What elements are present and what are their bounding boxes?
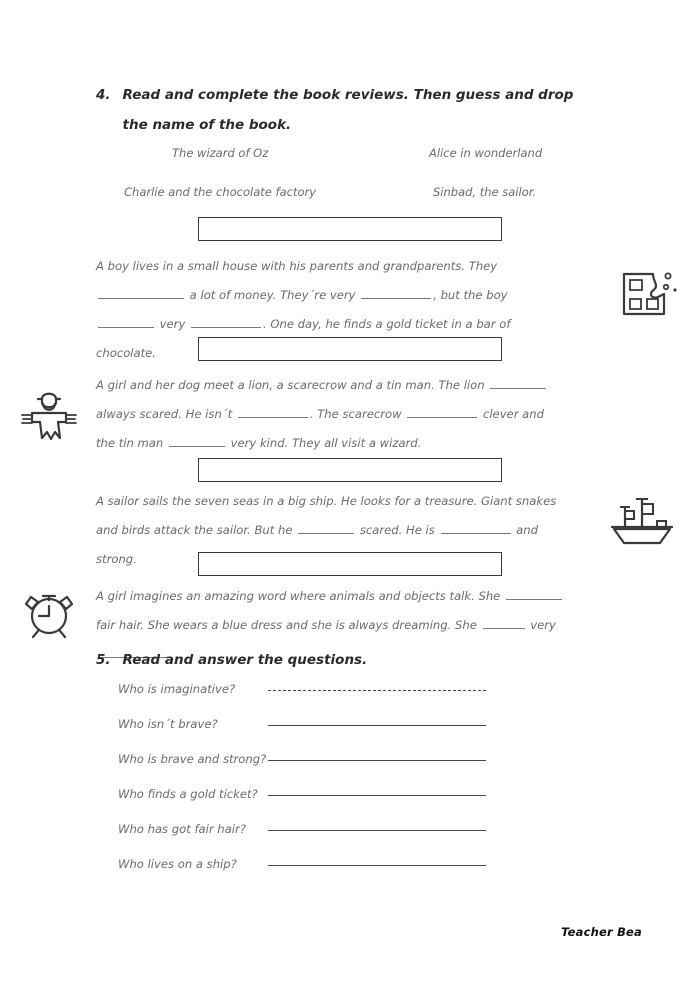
book-title-answer-box-4[interactable] (198, 552, 502, 576)
book-option-charlie-chocolate-factory[interactable]: Charlie and the chocolate factory (124, 185, 317, 199)
review-1-blank-3[interactable] (98, 316, 154, 328)
question-row-6 (118, 857, 598, 892)
review-4-part-1: fair hair. She wears a blue dress and she is always dreaming. She (96, 618, 481, 632)
question-row-2 (118, 717, 598, 752)
review-2-blank-4[interactable] (169, 435, 225, 447)
review-2-blank-3[interactable] (407, 406, 477, 418)
review-1-part-2: , but the boy (433, 288, 508, 302)
question-row-3 (118, 752, 598, 787)
review-1-blank-1[interactable] (98, 287, 184, 299)
question-list (118, 682, 598, 892)
review-3-blank-2[interactable] (441, 522, 511, 534)
exercise-5-number: 5. (96, 652, 111, 668)
review-3-part-0: A sailor sails the seven seas in a big ship. He looks for a treasure. Giant snakes and birds attack the sailor. But he (96, 494, 557, 537)
review-2-part-3: clever and the tin man (96, 407, 544, 450)
book-title-options (96, 146, 612, 204)
book-title-answer-box-3[interactable] (198, 458, 502, 482)
alarm-clock-icon (18, 583, 80, 643)
question-label-imaginative: Who is imaginative? (118, 682, 236, 696)
answer-line-4[interactable] (268, 795, 486, 796)
answer-line-1[interactable] (268, 690, 486, 691)
review-3-blank-1[interactable] (298, 522, 354, 534)
book-option-alice-in-wonderland[interactable]: Alice in wonderland (429, 146, 543, 160)
review-2-part-0: A girl and her dog meet a lion, a scarecrow and a tin man. The lion (96, 378, 489, 392)
review-1-part-1: a lot of money. They´re very (186, 288, 360, 302)
review-1-blank-4[interactable] (191, 316, 261, 328)
review-2-part-2: . The scarecrow (309, 407, 406, 421)
exercise-4-instruction: Read and complete the book reviews. Then guess and drop the name of the book. (122, 87, 574, 133)
review-paragraph-2 (96, 371, 566, 458)
answer-line-5[interactable] (268, 830, 486, 831)
question-label-gold-ticket: Who finds a gold ticket? (118, 787, 258, 801)
review-1-part-3: very (156, 317, 189, 331)
question-row-1 (118, 682, 598, 717)
exercise-5-instruction: Read and answer the questions. (122, 652, 368, 668)
answer-line-3[interactable] (268, 760, 486, 761)
review-4-blank-2[interactable] (483, 617, 525, 629)
ship-icon (606, 495, 678, 551)
scarecrow-icon (16, 386, 82, 448)
question-label-lives-on-ship: Who lives on a ship? (118, 857, 237, 871)
answer-line-2[interactable] (268, 725, 486, 726)
chocolate-bar-icon (620, 268, 682, 324)
book-title-answer-box-1[interactable] (198, 217, 502, 241)
review-3-part-2: and strong. (96, 523, 538, 566)
review-3-part-1: scared. He is (356, 523, 439, 537)
review-1-blank-2[interactable] (361, 287, 431, 299)
question-label-fair-hair: Who has got fair hair? (118, 822, 246, 836)
footer-signature: Teacher Bea (561, 925, 642, 939)
review-4-part-2: very (526, 618, 556, 632)
book-option-wizard-of-oz[interactable]: The wizard of Oz (172, 146, 269, 160)
question-label-isnt-brave: Who isn´t brave? (118, 717, 218, 731)
answer-line-6[interactable] (268, 865, 486, 866)
exercise-5-heading (96, 645, 616, 675)
review-4-blank-1[interactable] (506, 588, 562, 600)
review-4-part-0: A girl imagines an amazing word where animals and objects talk. She (96, 589, 505, 603)
review-2-part-1: always scared. He isn´t (96, 407, 236, 421)
question-label-brave-and-strong: Who is brave and strong? (118, 752, 267, 766)
question-row-4 (118, 787, 598, 822)
book-option-sinbad-the-sailor[interactable]: Sinbad, the sailor. (433, 185, 537, 199)
review-2-part-4: very kind. They all visit a wizard. (226, 436, 422, 450)
exercise-4-number: 4. (96, 87, 111, 103)
review-2-blank-2[interactable] (238, 406, 308, 418)
review-2-blank-1[interactable] (490, 377, 546, 389)
exercise-4-heading (96, 80, 616, 140)
review-1-part-4: . One day, he finds a gold ticket in a bar of chocolate. (96, 317, 511, 360)
question-row-5 (118, 822, 598, 857)
review-1-part-0: A boy lives in a small house with his parents and grandparents. They (96, 259, 498, 273)
book-title-answer-box-2[interactable] (198, 337, 502, 361)
